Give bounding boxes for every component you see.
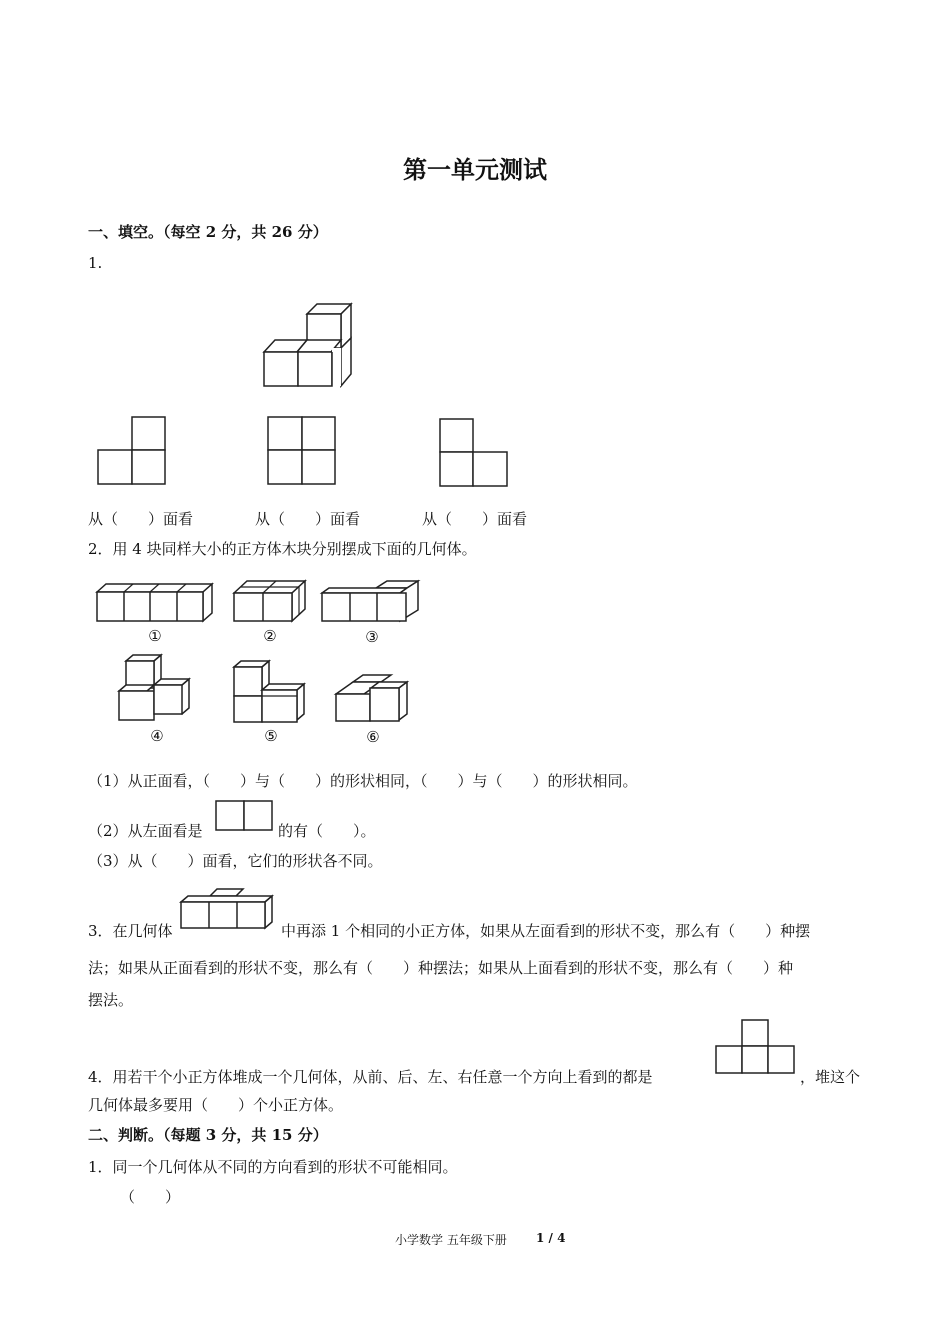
q2-sub2-view-figure xyxy=(215,800,273,832)
section2-heading: 二、判断。（每题 3 分，共 15 分） xyxy=(88,1126,328,1144)
q2-shape-label-4: ④ xyxy=(150,727,164,745)
q1-number: 1. xyxy=(88,254,103,272)
q1-view-label-2: 从（ ）面看 xyxy=(255,510,361,528)
q2-shape-6 xyxy=(335,674,409,724)
q2-sub2-text-b: 的有（ ）。 xyxy=(278,822,376,840)
q2-sub1: （1）从正面看，（ ）与（ ）的形状相同，（ ）与（ ）的形状相同。 xyxy=(88,772,638,790)
q2-shape-5 xyxy=(233,660,307,724)
q1-view-label-3: 从（ ）面看 xyxy=(422,510,528,528)
footer-subject: 小学数学 五年级下册 xyxy=(395,1233,507,1247)
q2-shape-label-5: ⑤ xyxy=(264,727,278,745)
q2-shape-label-3: ③ xyxy=(365,628,379,646)
q4-view-figure xyxy=(715,1019,797,1075)
section1-heading: 一、填空。（每空 2 分，共 26 分） xyxy=(88,223,328,241)
q1-view-1 xyxy=(98,417,166,485)
q2-shape-4 xyxy=(118,654,192,722)
q3-line3: 摆法。 xyxy=(88,991,134,1009)
q2-shape-3 xyxy=(321,580,421,624)
q2-shape-label-6: ⑥ xyxy=(366,728,380,746)
q1-view-label-1: 从（ ）面看 xyxy=(88,510,194,528)
q3-line2: 法；如果从正面看到的形状不变，那么有（ ）种摆法；如果从上面看到的形状不变，那么有（ ）种 xyxy=(88,959,794,977)
q1-solid-figure xyxy=(262,304,354,390)
q1-view-2 xyxy=(268,417,336,485)
q4-line2: 几何体最多要用（ ）个小正方体。 xyxy=(88,1096,344,1114)
q4-text-a: 4．用若干个小正方体堆成一个几何体，从前、后、左、右任意一个方向上看到的都是 xyxy=(88,1068,653,1086)
q1-view-3 xyxy=(440,419,508,487)
q2-shape-2 xyxy=(233,580,309,624)
footer-page-number: 1 / 4 xyxy=(536,1231,566,1245)
q3-text-b: 中再添 1 个相同的小正方体，如果从左面看到的形状不变，那么有（ ）种摆 xyxy=(281,922,811,940)
q2-stem: 2．用 4 块同样大小的正方体木块分别摆成下面的几何体。 xyxy=(88,540,477,558)
page-title: 第一单元测试 xyxy=(403,155,547,184)
q2-shape-1 xyxy=(96,583,216,623)
s2-q1-text: 1．同一个几何体从不同的方向看到的形状不可能相同。 xyxy=(88,1158,458,1176)
q2-shape-label-1: ① xyxy=(148,627,162,645)
q2-shape-label-2: ② xyxy=(263,627,277,645)
q3-text-a: 3．在几何体 xyxy=(88,922,173,940)
q2-sub3: （3）从（ ）面看，它们的形状各不同。 xyxy=(88,852,383,870)
q4-text-b: ，堆这个 xyxy=(800,1068,861,1086)
s2-q1-bracket: （ ） xyxy=(120,1188,181,1206)
q3-solid-figure xyxy=(180,886,276,932)
q2-sub2-text-a: （2）从左面看是 xyxy=(88,822,203,840)
